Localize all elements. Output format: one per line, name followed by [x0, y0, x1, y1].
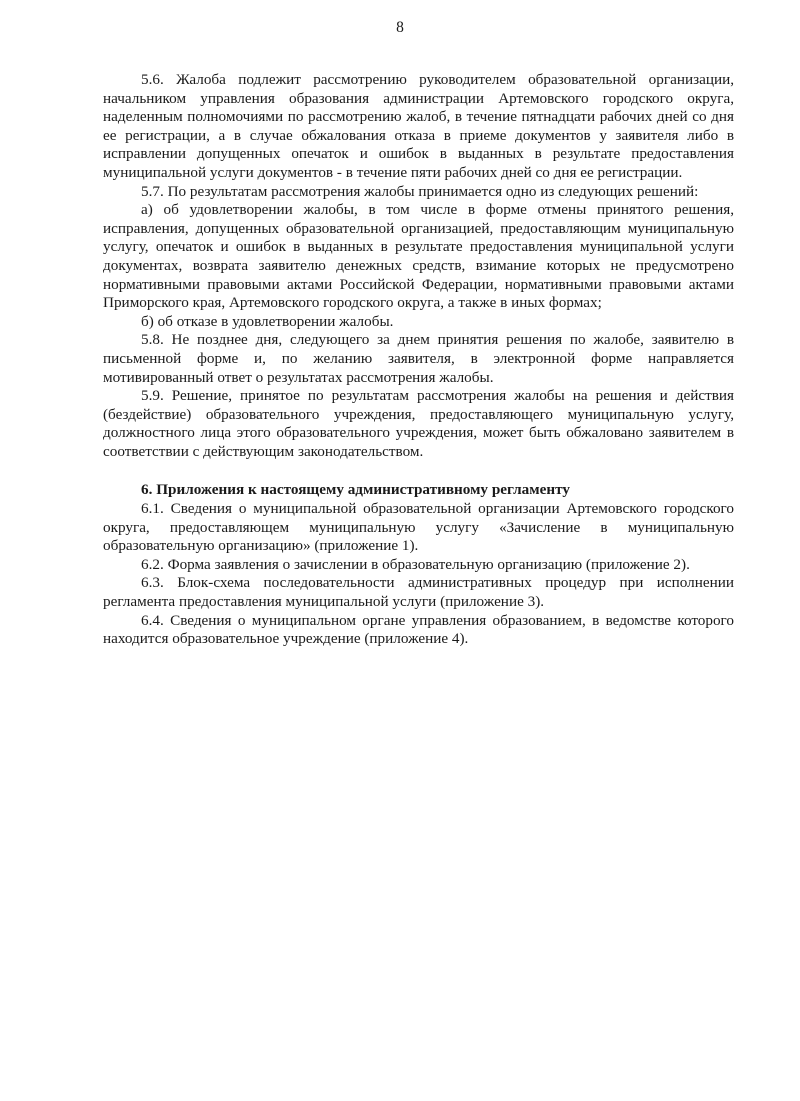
document-body [103, 71, 734, 649]
paragraph-5-7: 5.7. По результатам рассмотрения жалобы принимается одно из следующих решений: [141, 182, 699, 200]
paragraph-6-4: 6.4. Сведения о муниципальном органе управления образованием, в ведомстве которого находится образовательное учреждение (приложение 4). [103, 611, 734, 648]
paragraph-5-8: 5.8. Не позднее дня, следующего за днем принятия решения по жалобе, заявителю в письменной форме и, по желанию заявителя, в электронной форме направляется мотивированный ответ о результатах рассмотрения жалобы. [103, 331, 734, 386]
page-number: 8 [396, 19, 404, 36]
section-6-heading: 6. Приложения к настоящему административному регламенту [141, 481, 570, 499]
paragraph-6-1: 6.1. Сведения о муниципальной образовательной организации Артемовского городского округа, предоставляющем муниципальную услугу «Зачисление в муниципальную образовательную организацию» (приложение 1). [103, 500, 734, 555]
paragraph-5-6: 5.6. Жалоба подлежит рассмотрению руководителем образовательной организации, начальником управления образования администрации Артемовского городского округа, наделенным полномочиями по рассмотрению жалоб, в течение пятнадцати рабочих дней со дня ее регистрации, а в случае обжалования отказа в приеме документов у заявителя либо в исправлении допущенных опечаток и ошибок в выданных в результате предоставления муниципальной услуги документов - в течение пяти рабочих дней со дня ее регистрации. [103, 71, 734, 181]
paragraph-5-7-a: а) об удовлетворении жалобы, в том числе в форме отмены принятого решения, исправления, допущенных образовательной организацией, предоставляющим муниципальную услугу, опечаток и ошибок в выданных в результате предоставления муниципальной услуги документах, возврата заявителю денежных средств, взимание которых не предусмотрено нормативными правовыми актами Российской Федерации, нормативными правовыми актами Приморского края, Артемовского городского округа, а также в иных формах; [103, 201, 734, 312]
paragraph-6-3: 6.3. Блок-схема последовательности административных процедур при исполнении регламента предоставления муниципальной услуги (приложение 3). [103, 574, 734, 611]
paragraph-6-2: 6.2. Форма заявления о зачислении в образовательную организацию (приложение 2). [141, 555, 690, 573]
paragraph-5-7-b: б) об отказе в удовлетворении жалобы. [141, 312, 394, 330]
paragraph-5-9: 5.9. Решение, принятое по результатам рассмотрения жалобы на решения и действия (бездействие) образовательного учреждения, предоставляющего муниципальную услугу, должностного лица этого образовательного учреждения, может быть обжаловано заявителем в соответствии с действующим законодательством. [103, 387, 734, 460]
